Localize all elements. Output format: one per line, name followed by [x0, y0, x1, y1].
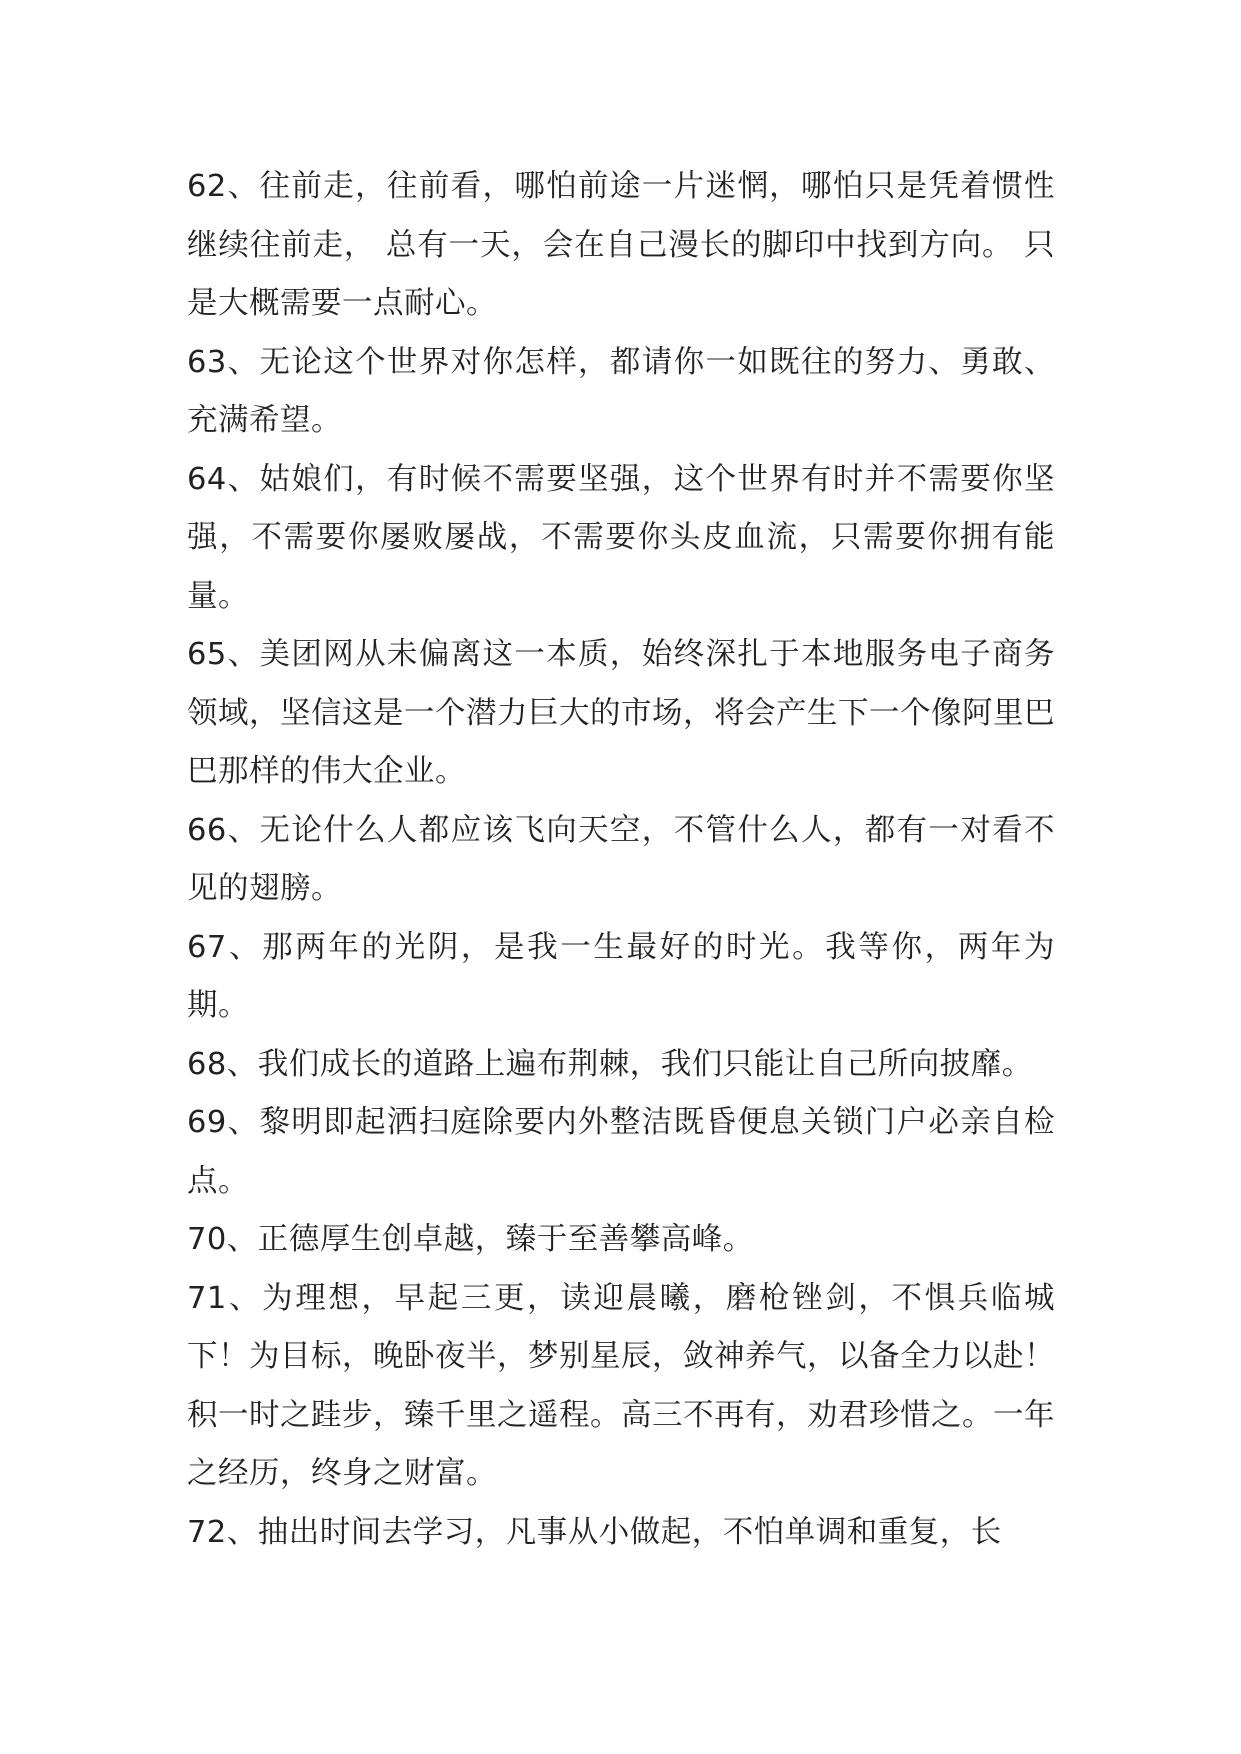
quote-63: 63、无论这个世界对你怎样，都请你一如既往的努力、勇敢、充满希望。	[187, 344, 1055, 438]
quote-68: 68、我们成长的道路上遍布荆棘，我们只能让自己所向披靡。	[187, 1046, 1033, 1082]
quote-65: 65、美团网从未偏离这一本质，始终深扎于本地服务电子商务领域，坚信这是一个潜力巨大的市场，将会产生下一个像阿里巴巴那样的伟大企业。	[187, 637, 1055, 789]
quote-72: 72、抽出时间去学习，凡事从小做起，不怕单调和重复，长	[187, 1514, 1002, 1550]
quote-71: 71、为理想，早起三更，读迎晨曦，磨枪锉剑，不惧兵临城下！为目标，晚卧夜半，梦别星辰，敛神养气，以备全力以赴！积一时之跬步，臻千里之遥程。高三不再有，劝君珍惜之。一年之经历，终身之财富。	[187, 1280, 1055, 1491]
quote-64: 64、姑娘们，有时候不需要坚强，这个世界有时并不需要你坚强，不需要你屡败屡战，不需要你头皮血流，只需要你拥有能量。	[187, 461, 1055, 614]
quote-62: 62、往前走，往前看，哪怕前途一片迷惘，哪怕只是凭着惯性继续往前走， 总有一天，会在自己漫长的脚印中找到方向。 只是大概需要一点耐心。	[187, 169, 1055, 321]
quote-69: 69、黎明即起洒扫庭除要内外整洁既昏便息关锁门户必亲自检点。	[187, 1105, 1055, 1199]
quote-66: 66、无论什么人都应该飞向天空，不管什么人，都有一对看不见的翅膀。	[187, 812, 1055, 906]
quote-67: 67、那两年的光阴，是我一生最好的时光。我等你，两年为期。	[187, 929, 1055, 1023]
quote-list	[187, 158, 1055, 1562]
quote-70: 70、正德厚生创卓越，臻于至善攀高峰。	[187, 1222, 754, 1257]
